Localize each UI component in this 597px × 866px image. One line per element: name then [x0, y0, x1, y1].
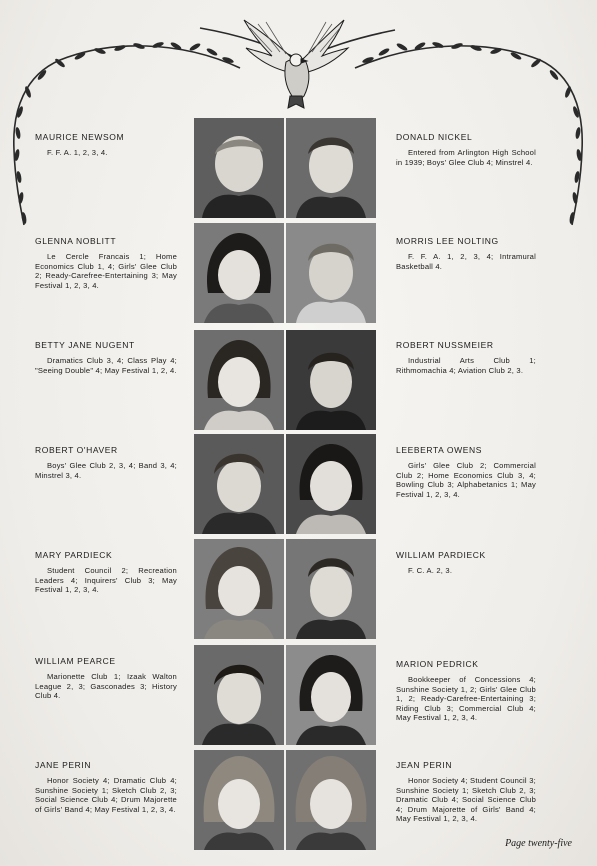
student-name: JANE PERIN	[35, 760, 92, 770]
student-portrait	[194, 223, 284, 323]
student-portrait	[286, 645, 376, 745]
student-activities: Honor Society 4; Dramatic Club 4; Sunshine Society 1; Sketch Club 2, 3; Social Science Club 4; Drum Majorette of Girls' Band 4; May Festival 1, 2, 3, 4.	[35, 776, 177, 814]
student-activities: Dramatics Club 3, 4; Class Play 4; "Seeing Double" 4; May Festival 1, 2, 4.	[35, 356, 177, 375]
student-portrait	[194, 645, 284, 745]
student-portrait	[194, 539, 284, 639]
student-portrait	[286, 330, 376, 430]
student-portrait	[194, 118, 284, 218]
student-activities: Girls' Glee Club 2; Commercial Club 2; Home Economics Club 3, 4; Bowling Club 3; Alphabetanics 1; May Festival 1, 2, 3, 4.	[396, 461, 536, 499]
student-name: ROBERT NUSSMEIER	[396, 340, 494, 350]
student-activities: Student Council 2; Recreation Leaders 4; Inquirers' Club 3; May Festival 1, 2, 3, 4.	[35, 566, 177, 595]
student-portrait	[286, 434, 376, 534]
student-portrait	[286, 750, 376, 850]
student-activities: Industrial Arts Club 1; Rithmomachia 4; Aviation Club 2, 3.	[396, 356, 536, 375]
student-activities: F. F. A. 1, 2, 3, 4; Intramural Basketball 4.	[396, 252, 536, 271]
student-name: GLENNA NOBLITT	[35, 236, 117, 246]
student-portrait	[194, 330, 284, 430]
student-activities: F. C. A. 2, 3.	[408, 566, 453, 575]
student-activities: Honor Society 4; Student Council 3; Sunshine Society 1; Sketch Club 2, 3; Dramatic Club 4; Social Science Club 4; Drum Majorette of Girls' Band 4; May Festival 1, 2, 3, 4.	[396, 776, 536, 824]
student-activities: Le Cercle Francais 1; Home Economics Club 1, 4; Girls' Glee Club 2; Ready-Carefree-Entertaining 3; May Festival 1, 2, 3, 4.	[35, 252, 177, 290]
student-activities: Boys' Glee Club 2, 3, 4; Band 3, 4; Minstrel 3, 4.	[35, 461, 177, 480]
student-portrait	[286, 223, 376, 323]
student-name: ROBERT O'HAVER	[35, 445, 118, 455]
student-name: WILLIAM PEARCE	[35, 656, 116, 666]
student-name: WILLIAM PARDIECK	[396, 550, 486, 560]
student-portrait	[194, 434, 284, 534]
student-name: MARION PEDRICK	[396, 659, 479, 669]
student-name: LEEBERTA OWENS	[396, 445, 483, 455]
student-activities: Entered from Arlington High School in 1939; Boys' Glee Club 4; Minstrel 4.	[396, 148, 536, 167]
student-activities: Marionette Club 1; Izaak Walton League 2, 3; Gasconades 3; History Club 4.	[35, 672, 177, 701]
student-activities: F. F. A. 1, 2, 3, 4.	[47, 148, 108, 157]
student-name: DONALD NICKEL	[396, 132, 473, 142]
student-name: JEAN PERIN	[396, 760, 453, 770]
student-name: MORRIS LEE NOLTING	[396, 236, 499, 246]
student-name: MAURICE NEWSOM	[35, 132, 125, 142]
student-name: BETTY JANE NUGENT	[35, 340, 135, 350]
student-portrait	[286, 118, 376, 218]
student-portrait	[286, 539, 376, 639]
student-portrait	[194, 750, 284, 850]
student-activities: Bookkeeper of Concessions 4; Sunshine Society 1, 2; Girls' Glee Club 1, 2; Ready-Carefree-Entertaining 3; Riding Club 3; Commercial Club 4; May Festival 1, 2, 3, 4.	[396, 675, 536, 723]
page-number: Page twenty-five	[505, 838, 572, 849]
student-name: MARY PARDIECK	[35, 550, 113, 560]
